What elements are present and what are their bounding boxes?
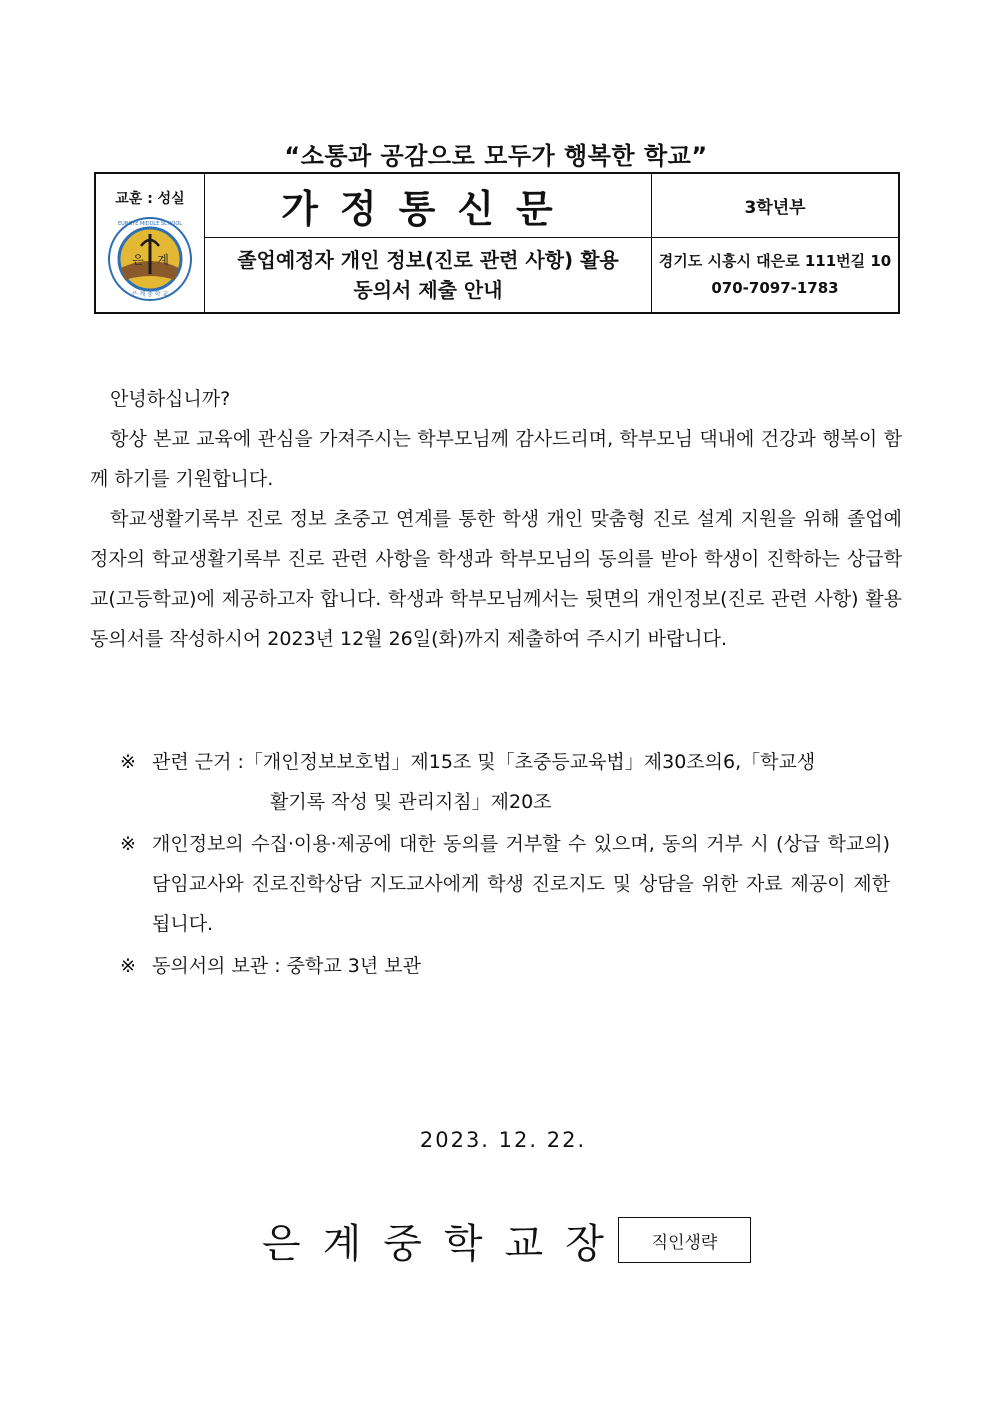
note-item xyxy=(120,742,890,822)
note-item xyxy=(120,946,890,986)
paragraph-2: 학교생활기록부 진로 정보 초중고 연계를 통한 학생 개인 맞춤형 진로 설계 지원을 위해 졸업예정자의 학교생활기록부 진로 관련 사항을 학생과 학부모님의 동의를 받아 학생이 진학하는 상급학교(고등학교)에 제공하고자 합니다. 학생과 학부모님께서는 뒷면의 개인정보(진로 관련 사항) 활용 동의서를 작성하시어 2023년 12월 26일(화)까지 제출하여 주시기 바랍니다. xyxy=(90,508,902,650)
emblem-ring-text: EUNGYE MIDDLE SCHOOL xyxy=(117,221,183,227)
reference-mark-icon: ※ xyxy=(120,833,136,855)
school-motto-cell xyxy=(95,173,205,313)
note-text: 동의서의 보관 : 중학교 3년 보관 xyxy=(152,955,421,977)
note-text: 관련 근거 :「개인정보보호법」제15조 및「초중등교육법」제30조의6,「학교생 xyxy=(152,751,816,773)
school-address: 경기도 시흥시 대은로 111번길 10 xyxy=(658,251,892,270)
note-item xyxy=(120,824,890,944)
subject-cell xyxy=(205,237,652,313)
emblem-bottom-text: 은 계 중 학 교 xyxy=(131,291,169,298)
notes-list xyxy=(120,742,890,988)
paragraph-1: 항상 본교 교육에 관심을 가져주시는 학부모님께 감사드리며, 학부모님 댁내에 건강과 행복이 함께 하기를 기원합니다. xyxy=(90,428,902,490)
subject-line-1: 졸업예정자 개인 정보(진로 관련 사항) 활용 xyxy=(237,247,619,272)
reference-mark-icon: ※ xyxy=(120,955,136,977)
contact-cell xyxy=(652,237,900,313)
department-label: 3학년부 xyxy=(652,173,900,237)
greeting: 안녕하십니까? xyxy=(110,388,231,410)
note-text-continued: 활기록 작성 및 관리지침」제20조 xyxy=(270,791,552,813)
principal-signature: 은계중학교장 xyxy=(262,1221,626,1267)
document-title: 가정통신문 xyxy=(205,173,652,237)
emblem-char-left: 은 xyxy=(132,253,144,267)
letter-body xyxy=(90,379,902,659)
school-emblem-icon xyxy=(107,216,193,302)
school-motto: 교훈 : 성실 xyxy=(115,191,185,207)
emblem-char-right: 계 xyxy=(157,253,169,267)
letter-header xyxy=(94,172,900,314)
note-text: 개인정보의 수집·이용·제공에 대한 동의를 거부할 수 있으며, 동의 거부 시 (상급 학교의)담임교사와 진로진학상담 지도교사에게 학생 진로지도 및 상담을 위한 자료 제공이 제한됩니다. xyxy=(152,833,890,935)
official-seal-box: 직인생략 xyxy=(618,1217,751,1263)
reference-mark-icon: ※ xyxy=(120,751,136,773)
issue-date: 2023. 12. 22. xyxy=(419,1128,587,1152)
subject-line-2: 동의서 제출 안내 xyxy=(353,277,503,302)
school-phone: 070-7097-1783 xyxy=(711,278,839,297)
school-slogan: “소통과 공감으로 모두가 행복한 학교” xyxy=(284,142,708,170)
